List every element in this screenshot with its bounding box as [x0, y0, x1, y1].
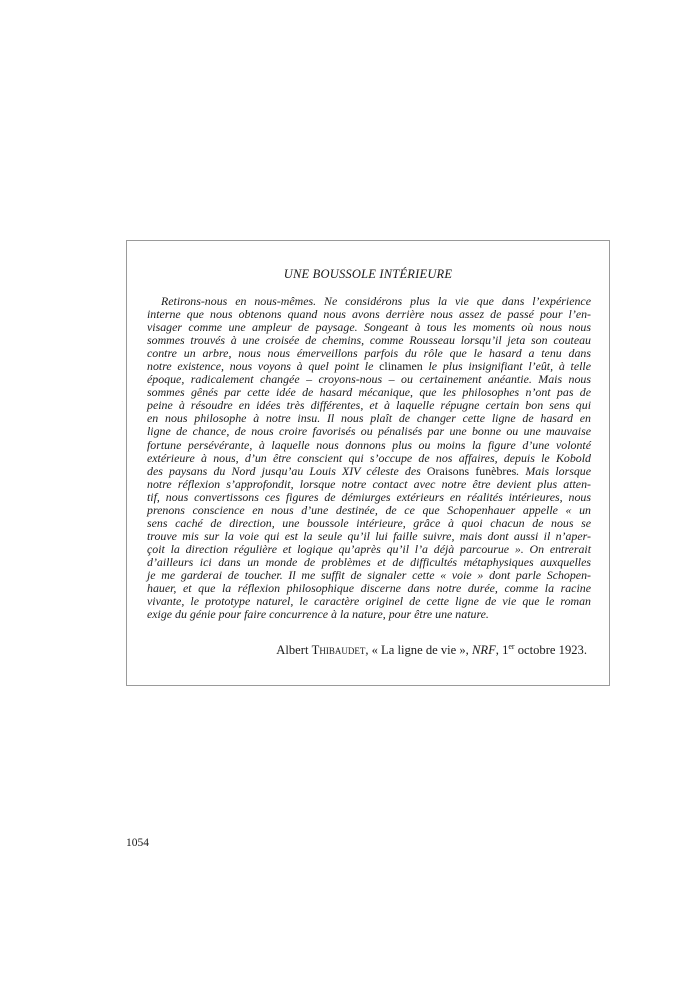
text-segment: des paysans du Nord jusqu’au Louis XIV céleste des [147, 463, 427, 478]
signature-date-rest: octobre 1923. [514, 643, 587, 657]
text-segment: sommes gênés par cette idée de hasard mécanique, que les philosophes n’ont pas de [147, 385, 591, 400]
text-segment: ligne de chance, de nous croire favorisés ou pénalisés par une bonne ou une mauvaise [147, 424, 591, 439]
text-segment: peine à résoudre en idées très différentes, et à laquelle répugne certain bon sens qui [147, 398, 591, 413]
text-line [147, 608, 591, 621]
text-segment: d’ailleurs ici dans un monde de problèmes et de difficultés métaphysiques auxquelles [147, 554, 591, 569]
text-segment: notre existence, nous voyons à quel point le [147, 359, 380, 374]
excerpt-body [147, 295, 591, 621]
text-segment: notre réflexion s’approfondit, lorsque notre contact avec notre être devient plus atten- [147, 476, 591, 491]
text-segment: çoit la direction régulière et logique qu’après qu’il l’a déjà parcourue ». On entrerait [147, 541, 591, 556]
upright-phrase: clinamen [379, 359, 423, 374]
text-segment: Retirons-nous en nous-mêmes. Ne considérons plus la vie que dans l’expérience [161, 294, 591, 308]
upright-phrase: Oraisons funèbres [426, 463, 517, 478]
text-segment: exige du génie pour faire concurrence à la nature, pour être une nature. [147, 607, 489, 622]
signature-date-sup: er [508, 642, 515, 651]
text-segment: prenons conscience en nous d’une destinée, de ce que Schopenhauer appelle « un [147, 502, 591, 517]
text-segment: vivante, le prototype naturel, le caractère originel de cette ligne de vie que le roman [147, 594, 591, 609]
excerpt-title: UNE BOUSSOLE INTÉRIEURE [283, 267, 453, 281]
text-segment: sens caché de direction, une boussole intérieure, grâce à quoi chacun de nous se [147, 515, 591, 530]
text-segment: visager comme une ampleur de paysage. Songeant à tous les moments où nous nous [147, 320, 591, 335]
text-segment: je me garderai de toucher. Il me suffit de signaler cette « voie » dont parle Schopen- [147, 567, 591, 582]
signature-author-first: Albert [276, 643, 309, 657]
excerpt-box [126, 240, 610, 686]
text-segment: sommes trouvés à une croisée de chemins, comme Rousseau lorsqu’il jeta son couteau [147, 333, 591, 348]
text-segment: . Mais lorsque [516, 463, 591, 478]
text-segment: hauer, et que la réflexion philosophique discerne dans notre durée, comme la racine [147, 581, 591, 596]
signature-date-day: , 1 [495, 643, 509, 657]
signature-journal: NRF [471, 643, 496, 657]
text-segment: extérieure à nous, d’un être conscient qui s’occupe de nos affaires, depuis le Kobold [147, 450, 591, 465]
text-segment: le plus insignifiant l’eût, à telle [422, 359, 591, 374]
text-segment: époque, radicalement changée – croyons-nous – ou certainement anéantie. Mais nous [147, 372, 591, 387]
text-segment: tif, nous convertissons ces figures de démiurges extérieurs en réalités intérieures, nous [147, 489, 591, 504]
excerpt-signature [276, 643, 587, 658]
signature-author-last: Thibaudet [311, 643, 366, 657]
text-segment: fortune persévérante, à laquelle nous donnons plus ou moins la figure d’une volonté [147, 437, 591, 452]
signature-article: , « La ligne de vie », [365, 643, 472, 657]
text-segment: interne que nous obtenons quand nous avons derrière nous assez de passé pour l’en- [147, 307, 591, 322]
text-segment: contre un arbre, nous nous émerveillons parfois du rôle que le hasard a tenu dans [147, 346, 591, 361]
page-number: 1054 [126, 837, 149, 849]
text-segment: en nous philosophe à notre insu. Il nous plaît de changer cette ligne de hasard en [147, 411, 591, 426]
text-segment: trouve mis sur la voie qui est la seule qu’il lui faille suivre, mais dont aussi il n’aper- [147, 528, 591, 543]
